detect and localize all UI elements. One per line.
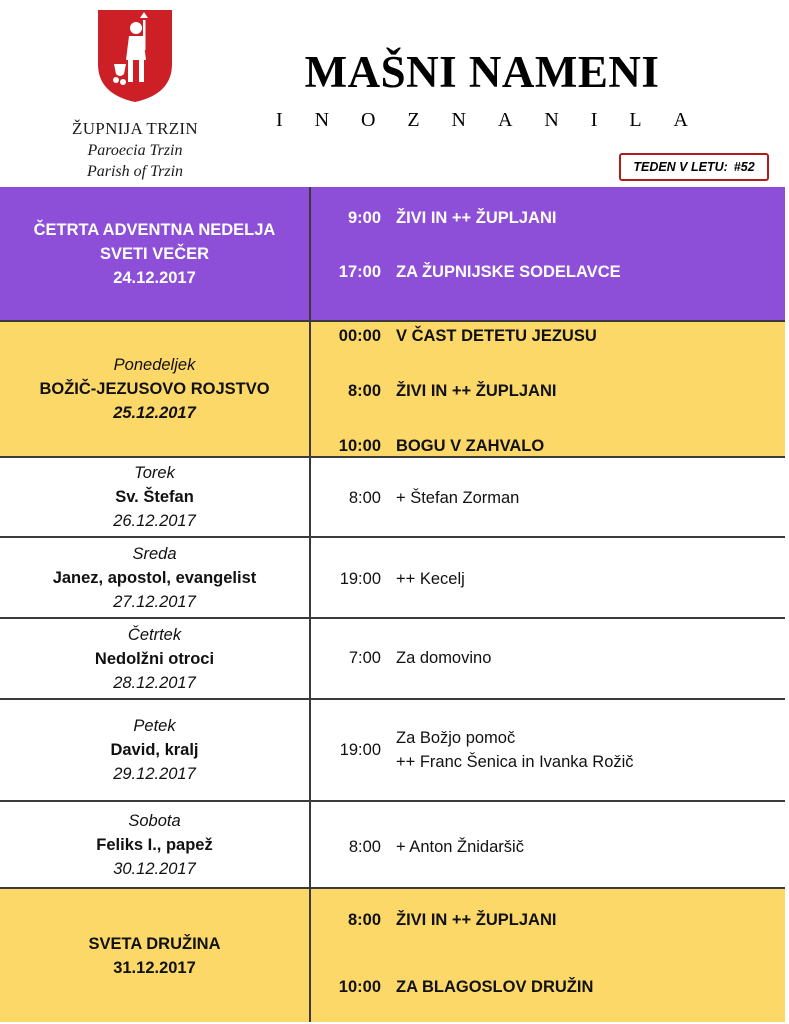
mass-entry <box>311 646 491 670</box>
schedule-row-2912 <box>0 700 785 802</box>
day-date: 29.12.2017 <box>113 765 196 783</box>
subtitle-letter: A <box>497 109 513 131</box>
schedule-row-2412 <box>0 187 785 322</box>
feast-subname: SVETI VEČER <box>99 244 210 263</box>
day-cell <box>0 802 311 887</box>
feast-name: BOŽIČ-JEZUSOVO ROJSTVO <box>39 380 270 398</box>
day-date: 30.12.2017 <box>113 859 196 878</box>
mass-time: 8:00 <box>348 838 381 856</box>
mass-time: 7:00 <box>348 649 381 667</box>
schedule-row-3112 <box>0 889 785 1022</box>
day-cell <box>0 538 311 617</box>
subtitle-letter: N <box>314 109 330 131</box>
mass-entry <box>311 260 621 284</box>
page-title: MAŠNI NAMENI <box>304 47 660 97</box>
parish-name-english: Parish of Trzin <box>86 163 184 180</box>
masses-cell <box>311 700 785 800</box>
mass-intention: + Štefan Zorman <box>396 489 520 507</box>
masses-cell <box>311 802 785 887</box>
mass-time: 8:00 <box>347 911 381 929</box>
mass-time: 9:00 <box>347 209 381 227</box>
mass-entry <box>311 379 556 403</box>
week-number: #52 <box>733 160 755 174</box>
day-date: 28.12.2017 <box>113 673 196 692</box>
feast-name: Feliks I., papež <box>96 835 213 854</box>
day-date: 27.12.2017 <box>113 592 196 611</box>
day-cell <box>0 889 311 1022</box>
mass-entry <box>311 324 597 348</box>
mass-time: 19:00 <box>339 570 381 588</box>
mass-time: 10:00 <box>338 437 381 455</box>
day-date: 26.12.2017 <box>113 512 196 530</box>
mass-intention: ZA ŽUPNIJSKE SODELAVCE <box>396 263 621 281</box>
mass-entry <box>311 835 524 859</box>
week-badge <box>619 153 769 181</box>
parish-block <box>40 118 230 182</box>
day-name: Sobota <box>128 811 181 830</box>
mass-time: 10:00 <box>338 978 381 996</box>
day-name: Četrtek <box>127 625 182 644</box>
feast-name: Sv. Štefan <box>115 488 194 506</box>
day-date: 24.12.2017 <box>113 268 196 287</box>
mass-schedule-table <box>0 187 785 1022</box>
masses-cell <box>311 619 785 698</box>
mass-entry <box>311 975 593 999</box>
mass-time: 19:00 <box>339 741 381 759</box>
feast-name: David, kralj <box>110 741 199 759</box>
subtitle-letter: I <box>276 109 283 131</box>
mass-intention: ZA BLAGOSLOV DRUŽIN <box>396 978 594 996</box>
mass-intention: ŽIVI IN ++ ŽUPLJANI <box>396 911 557 929</box>
mass-intention: BOGU V ZAHVALO <box>396 437 545 455</box>
subtitle-letter: A <box>673 109 688 131</box>
day-cell <box>0 619 311 698</box>
mass-time: 00:00 <box>338 327 381 345</box>
mass-entry <box>311 206 556 230</box>
schedule-row-2712 <box>0 538 785 619</box>
day-cell <box>0 458 311 536</box>
feast-name: ČETRTA ADVENTNA NEDELJA <box>33 220 276 239</box>
mass-intention: V ČAST DETETU JEZUSU <box>396 327 597 345</box>
parish-name: ŽUPNIJA TRZIN <box>72 119 198 138</box>
mass-entry <box>311 486 519 510</box>
mass-intention-block <box>311 726 515 750</box>
mass-intention: + Anton Žnidaršič <box>396 838 524 856</box>
schedule-row-2612 <box>0 458 785 538</box>
subtitle-letter: Z <box>407 109 420 131</box>
day-name: Sreda <box>132 544 177 563</box>
mass-intention: ŽIVI IN ++ ŽUPLJANI <box>396 209 557 227</box>
mass-intention: ++ Franc Šenica in Ivanka Rožič <box>396 753 634 771</box>
day-name: Ponedeljek <box>113 356 196 374</box>
day-name: Petek <box>133 717 176 735</box>
mass-intention: ŽIVI IN ++ ŽUPLJANI <box>396 382 557 400</box>
masses-cell <box>311 187 785 320</box>
feast-name: Janez, apostol, evangelist <box>52 568 257 587</box>
mass-entry <box>311 567 465 591</box>
schedule-row-2512 <box>0 322 785 458</box>
parish-name-latin: Paroecia Trzin <box>87 142 183 159</box>
feast-name: Nedolžni otroci <box>94 649 215 668</box>
subtitle-letter: N <box>544 109 559 131</box>
masses-cell <box>311 889 785 1022</box>
day-date: 31.12.2017 <box>113 958 196 977</box>
mass-intention: Za Božjo pomoč <box>396 729 516 747</box>
subtitle-letter: N <box>451 109 466 131</box>
masses-cell <box>311 538 785 617</box>
mass-intention: Za domovino <box>396 649 492 667</box>
mass-time: 17:00 <box>338 263 381 281</box>
mass-entry <box>311 908 556 932</box>
subtitle-letter: L <box>629 109 642 131</box>
mass-time: 8:00 <box>348 489 381 507</box>
schedule-row-3012 <box>0 802 785 889</box>
feast-name: SVETA DRUŽINA <box>88 934 221 953</box>
subtitle-letter: O <box>361 109 376 131</box>
day-name: Torek <box>134 464 175 482</box>
masses-cell <box>311 458 785 536</box>
week-label: TEDEN V LETU: <box>633 160 728 174</box>
subtitle-letter: I <box>590 109 598 131</box>
page-subtitle <box>276 108 688 132</box>
day-cell <box>0 700 311 800</box>
mass-entry <box>311 434 544 458</box>
mass-intention-block <box>311 750 634 774</box>
parish-crest-logo <box>96 8 174 104</box>
mass-intention: ++ Kecelj <box>396 570 465 588</box>
schedule-row-2812 <box>0 619 785 700</box>
day-cell <box>0 187 311 320</box>
masses-cell <box>311 322 785 456</box>
mass-time: 8:00 <box>347 382 381 400</box>
day-date: 25.12.2017 <box>113 404 196 422</box>
day-cell <box>0 322 311 456</box>
